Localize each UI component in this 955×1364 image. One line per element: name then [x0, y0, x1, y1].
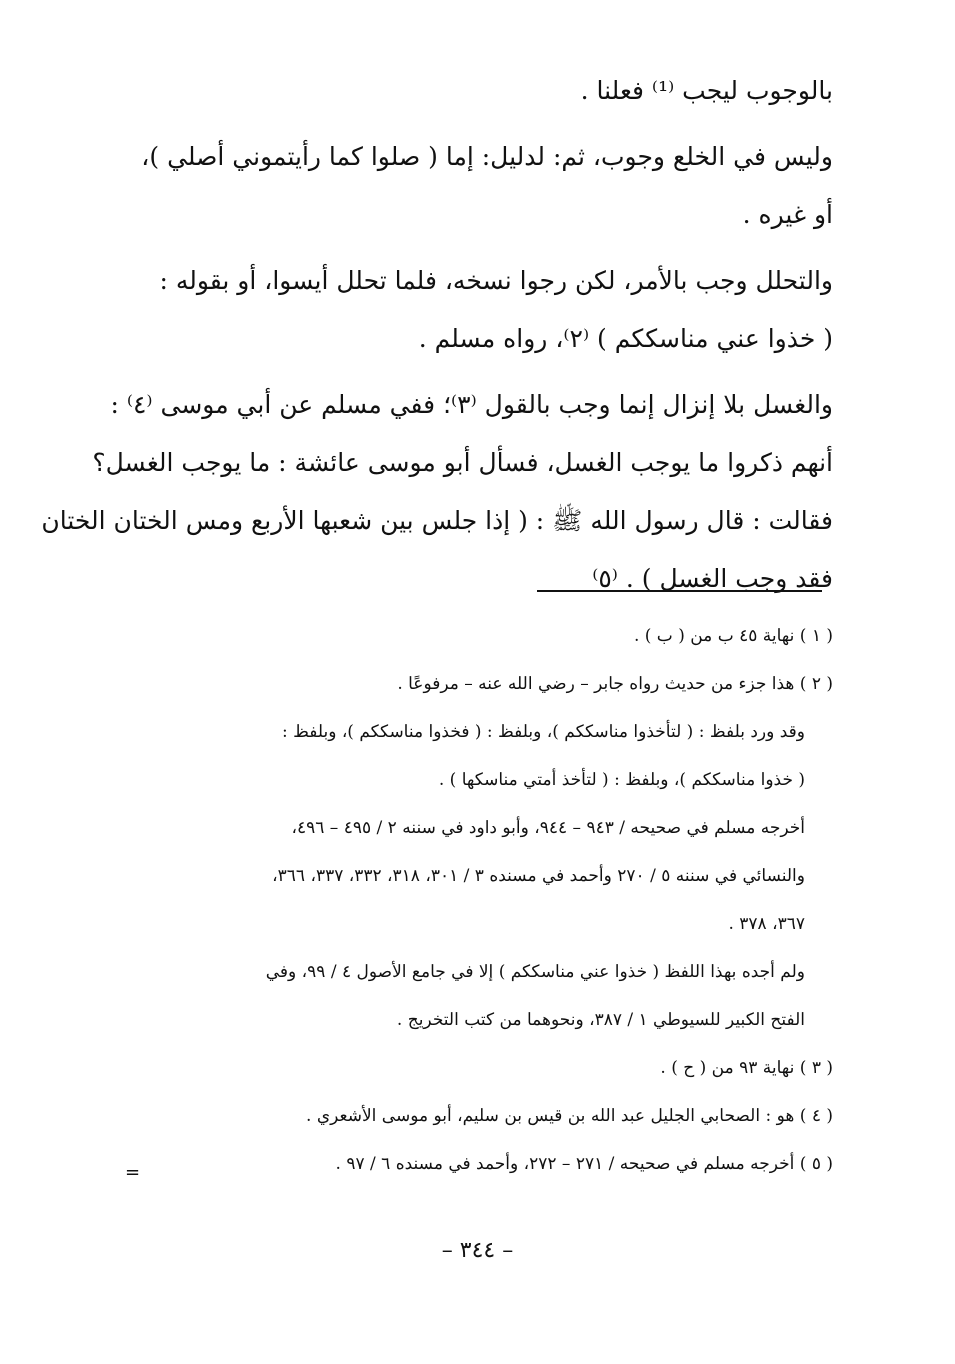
paragraph-3 [118, 252, 833, 368]
footnotes-section [113, 612, 833, 1188]
text-line: أو غيره . [742, 200, 833, 229]
paragraph-1 [118, 62, 833, 120]
footnote-3: ( ٣ ) نهاية ٩٣ من ( ح ) . [660, 1058, 833, 1078]
text-line: بالوجوب ليجب ⁽¹⁾ فعلنا . [580, 76, 833, 105]
page-number: – ٣٤٤ – [441, 1238, 514, 1263]
continuation-mark: = [125, 1162, 141, 1183]
footnote-2-line: وقد ورد بلفظ : ( لتأخذوا مناسككم )، وبلفظ : ( فخذوا مناسككم )، وبلفظ : [281, 722, 805, 742]
text-line: والتحلل وجب بالأمر، لكن رجوا نسخه، فلما تحلل أيسوا، أو بقوله : [159, 266, 833, 295]
footnote-4: ( ٤ ) هو : الصحابي الجليل عبد الله بن قيس بن سليم، أبو موسى الأشعري . [306, 1106, 833, 1126]
footnote-2-line: الفتح الكبير للسيوطي ١ / ٣٨٧، ونحوهما من كتب التخريج . [396, 1010, 805, 1030]
text-line: أنهم ذكروا ما يوجب الغسل، فسأل أبو موسى عائشة : ما يوجب الغسل؟ [92, 448, 833, 477]
text-line: وليس في الخلع وجوب، ثم: لدليل: إما ( صلوا كما رأيتموني أصلي )، [141, 142, 833, 171]
footnote-2-line: ٣٦٧، ٣٧٨ . [728, 914, 805, 934]
text-line: والغسل بلا إنزال إنما وجب بالقول ⁽٣⁾؛ ففي مسلم عن أبي موسى ⁽٤⁾ : [110, 390, 833, 419]
text-line: فقالت : قال رسول الله ﷺ : ( إذا جلس بين شعبها الأربع ومس الختان الختان [41, 506, 833, 535]
main-text-body [41, 62, 833, 616]
footnote-2: ( ٢ ) هذا جزء من حديث رواه جابر – رضي الله عنه – مرفوعًا . [397, 674, 833, 694]
footnote-2-line: ( خذوا مناسككم )، وبلفظ : ( لتأخذ أمتي مناسكها ) . [438, 770, 805, 790]
text-line: فقد وجب الغسل ) . ⁽٥⁾ [592, 564, 833, 593]
footnote-1: ( ١ ) نهاية ٤٥ ب من ( ب ) . [633, 626, 833, 646]
text-line: ( خذوا عني مناسككم ) ⁽٢⁾، رواه مسلم . [418, 324, 833, 353]
footnote-divider [537, 590, 822, 592]
footnote-2-line: ولم أجده بهذا اللفظ ( خذوا عني مناسككم ) إلا في جامع الأصول ٤ / ٩٩، وفي [265, 962, 805, 982]
paragraph-2 [118, 128, 833, 244]
footnote-5: ( ٥ ) أخرجه مسلم في صحيحه / ٢٧١ – ٢٧٢، وأحمد في مسنده ٦ / ٩٧ . [335, 1154, 833, 1174]
footnote-2-line: والنسائي في سننه ٥ / ٢٧٠ وأحمد في مسنده ٣ / ٣٠١، ٣١٨، ٣٣٢، ٣٣٧، ٣٦٦، [272, 866, 805, 886]
paragraph-4 [41, 376, 833, 608]
footnote-2-line: أخرجه مسلم في صحيحه / ٩٤٣ – ٩٤٤، وأبو داود في سننه ٢ / ٤٩٥ – ٤٩٦، [291, 818, 805, 838]
